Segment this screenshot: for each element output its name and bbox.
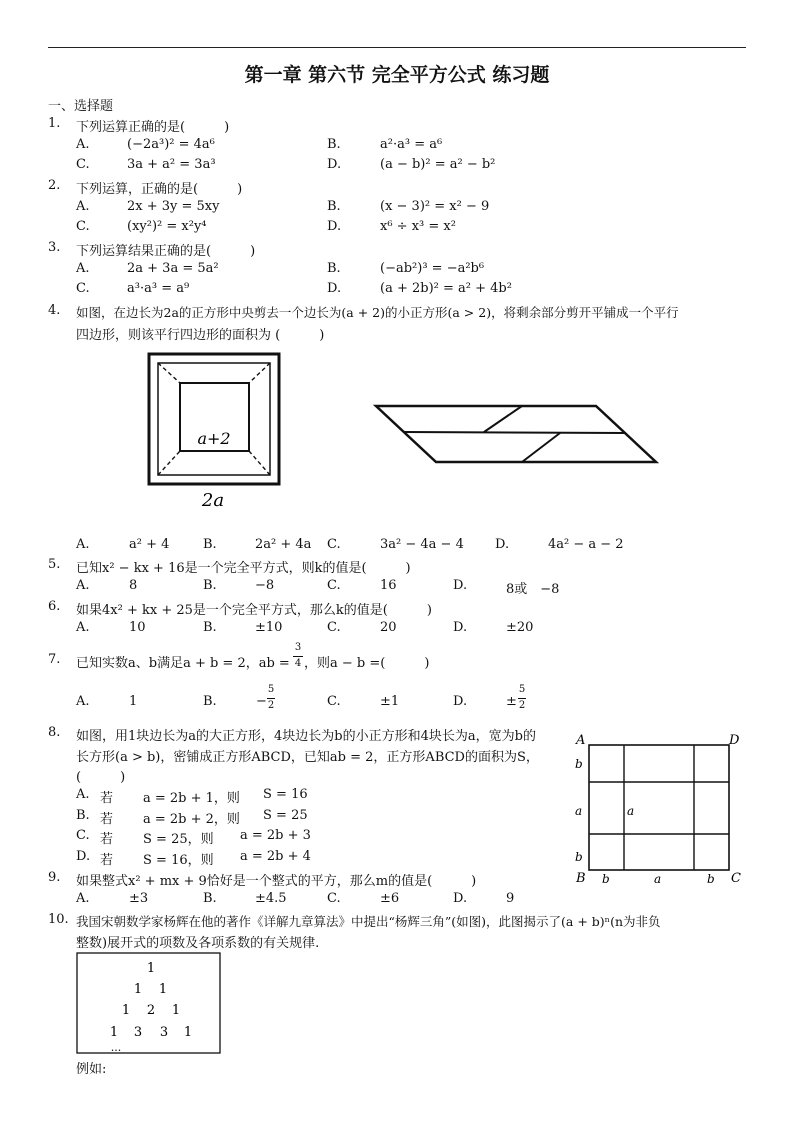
q6-option-c-label: C. (327, 620, 341, 635)
q4-parallelogram-figure (372, 400, 662, 470)
q3-option-b-label: B. (327, 261, 341, 276)
q8-tiling-figure (572, 730, 752, 890)
q3-option-d-label: D. (327, 281, 342, 296)
q6-option-a-label: A. (76, 620, 90, 635)
q2-option-b-label: B. (327, 199, 341, 214)
q8-option-d-result: a = 2b + 4 (240, 849, 311, 864)
q5-option-c-label: C. (327, 578, 341, 593)
q6-option-d: ±20 (506, 620, 534, 635)
q8-number: 8. (48, 725, 61, 740)
q9-option-d-label: D. (453, 891, 468, 906)
q8-option-a-result: S = 16 (263, 787, 308, 802)
q5-stem: 已知x² − kx + 16是一个完全平方式，则k的值是( ) (76, 561, 411, 576)
section-heading: 一、选择题 (48, 99, 114, 114)
q7-option-b-label: B. (203, 694, 217, 709)
q1-option-a-label: A. (76, 137, 90, 152)
svg-text:1: 1 (109, 1025, 119, 1040)
vertex-b: B (576, 871, 586, 886)
q9-option-a-label: A. (76, 891, 90, 906)
q2-option-c-label: C. (76, 219, 90, 234)
q1-option-d-label: D. (327, 157, 342, 172)
q8-stem-line2: 长方形(a > b)，密铺成正方形ABCD，已知ab = 2，正方形ABCD的面积为S， (76, 750, 539, 765)
q7-option-d-den: 2 (518, 700, 526, 711)
q7-number: 7. (48, 652, 61, 667)
q10-number: 10. (48, 912, 69, 927)
q5-option-b-label: B. (203, 578, 217, 593)
q2-option-c: (xy²)² = x²y⁴ (127, 219, 207, 234)
q6-number: 6. (48, 599, 61, 614)
bottom-label-b1: b (602, 872, 610, 886)
svg-text:3: 3 (159, 1025, 169, 1040)
bottom-label-b2: b (707, 872, 715, 886)
q6-option-c: 20 (380, 620, 397, 635)
center-label-a: a (627, 804, 635, 818)
square-abcd (589, 745, 729, 870)
q8-option-d-cond: S = 16，则 (143, 853, 214, 868)
q9-number: 9. (48, 870, 61, 885)
svg-text:1: 1 (183, 1025, 193, 1040)
svg-text:1: 1 (121, 1003, 131, 1018)
q7-frac-num: 3 (294, 642, 302, 653)
q6-option-a: 10 (129, 620, 146, 635)
q3-option-a: 2a + 3a = 5a² (127, 261, 219, 276)
svg-text:1: 1 (171, 1003, 181, 1018)
q5-number: 5. (48, 557, 61, 572)
q7-stem-b: ，则a − b =( ) (304, 656, 430, 671)
q8-option-c-cond: S = 25，则 (143, 832, 214, 847)
q4-option-a-label: A. (76, 537, 90, 552)
q4-stem-line1: 如图，在边长为2a的正方形中央剪去一个边长为(a + 2)的小正方形(a > 2)，将剩余部分剪开平铺成一个平行 (76, 305, 679, 320)
svg-text:2: 2 (146, 1003, 156, 1018)
q8-option-a-label: A. (76, 787, 90, 802)
vertex-c: C (731, 871, 741, 886)
q2-option-d: x⁶ ÷ x³ = x² (380, 219, 456, 234)
q7-option-c-label: C. (327, 694, 341, 709)
q3-option-c: a³·a³ = a⁹ (127, 281, 190, 296)
q8-option-b-label: B. (76, 808, 90, 823)
q8-option-b-cond: a = 2b + 2，则 (143, 812, 240, 827)
q9-option-d: 9 (506, 891, 515, 906)
q4-option-b-label: B. (203, 537, 217, 552)
q7-option-a-label: A. (76, 694, 90, 709)
q7-option-a: 1 (129, 694, 138, 709)
q7-option-b-sign: − (256, 694, 267, 709)
q1-stem: 下列运算正确的是( ) (76, 120, 230, 135)
q3-option-d: (a + 2b)² = a² + 4b² (380, 281, 512, 296)
q1-option-d: (a − b)² = a² − b² (380, 157, 496, 172)
q3-number: 3. (48, 240, 61, 255)
bottom-label-a: a (654, 872, 662, 886)
q1-option-b: a²·a³ = a⁶ (380, 137, 443, 152)
q4-option-d-label: D. (495, 537, 510, 552)
q2-option-a-label: A. (76, 199, 90, 214)
q6-stem: 如果4x² + kx + 25是一个完全平方式，那么k的值是( ) (76, 603, 432, 618)
q2-stem: 下列运算，正确的是( ) (76, 182, 243, 197)
vertex-a: A (576, 733, 586, 748)
q9-option-c-label: C. (327, 891, 341, 906)
q2-option-a: 2x + 3y = 5xy (127, 199, 220, 214)
parallelogram (376, 406, 656, 462)
side-label-b1: b (575, 757, 583, 771)
q1-option-c-label: C. (76, 157, 90, 172)
q1-number: 1. (48, 116, 61, 131)
q8-stem-line1: 如图，用1块边长为a的大正方形，4块边长为b的小正方形和4块长为a，宽为b的 (76, 729, 536, 744)
q10-example: 例如: (76, 1062, 107, 1077)
q1-option-a: (−2a³)² = 4a⁶ (127, 137, 215, 152)
q7-frac-den: 4 (294, 658, 302, 669)
cut-lines (158, 363, 270, 475)
svg-text:1: 1 (158, 982, 168, 997)
q5-option-d: 8或 −8 (506, 582, 560, 597)
side-label-a1: a (575, 804, 583, 818)
q8-stem-line3: ( ) (76, 770, 126, 785)
q7-option-c: ±1 (380, 694, 400, 709)
outer-label: 2a (201, 490, 225, 511)
q7-option-d-sign: ± (506, 694, 517, 709)
yang-hui-triangle (76, 952, 222, 1056)
q7-option-d-num: 5 (518, 684, 526, 695)
q6-option-d-label: D. (453, 620, 468, 635)
q4-number: 4. (48, 303, 61, 318)
q2-option-b: (x − 3)² = x² − 9 (380, 199, 490, 214)
q9-option-c: ±6 (380, 891, 400, 906)
q4-option-c-label: C. (327, 537, 341, 552)
inner-label: a+2 (197, 429, 231, 448)
q9-option-b: ±4.5 (255, 891, 287, 906)
q3-option-c-label: C. (76, 281, 90, 296)
q9-option-b-label: B. (203, 891, 217, 906)
q8-option-d-label: D. (76, 849, 91, 864)
q7-stem-a: 已知实数a、b满足a + b = 2，ab = (76, 656, 290, 671)
q8-option-c-label: C. (76, 828, 90, 843)
q9-stem: 如果整式x² + mx + 9恰好是一个整式的平方，那么m的值是( ) (76, 874, 477, 889)
side-label-b2: b (575, 850, 583, 864)
q3-stem: 下列运算结果正确的是( ) (76, 244, 256, 259)
q4-option-b: 2a² + 4a (255, 537, 312, 552)
q2-number: 2. (48, 178, 61, 193)
q9-option-a: ±3 (129, 891, 149, 906)
q5-option-c: 16 (380, 578, 397, 593)
q4-stem-line2: 四边形，则该平行四边形的面积为 ( ) (76, 328, 325, 343)
q8-option-b-result: S = 25 (263, 808, 308, 823)
q6-option-b: ±10 (255, 620, 283, 635)
svg-text:1: 1 (133, 982, 143, 997)
q4-option-d: 4a² − a − 2 (548, 537, 624, 552)
page-title: 第一章 第六节 完全平方公式 练习题 (244, 64, 550, 86)
q5-option-a: 8 (129, 578, 138, 593)
q4-square-figure (140, 345, 290, 520)
vertex-d: D (729, 733, 740, 748)
q10-stem-line1: 我国宋朝数学家杨辉在他的著作《详解九章算法》中提出“杨辉三角”(如图)，此图揭示了(a + b)ⁿ(n为非负 (76, 914, 661, 929)
q7-frac-bar (293, 656, 303, 657)
svg-text:1: 1 (146, 961, 156, 976)
header-rule (48, 47, 746, 48)
q7-option-b-num: 5 (267, 684, 275, 695)
q7-option-d-label: D. (453, 694, 468, 709)
q1-option-c: 3a + a² = 3a³ (127, 157, 216, 172)
q8-option-a-cond: a = 2b + 1，则 (143, 791, 240, 806)
middle-line (404, 432, 626, 433)
q3-option-a-label: A. (76, 261, 90, 276)
q5-option-d-label: D. (453, 578, 468, 593)
q3-option-b: (−ab²)³ = −a²b⁶ (380, 261, 485, 276)
q1-option-b-label: B. (327, 137, 341, 152)
q8-option-c-result: a = 2b + 3 (240, 828, 311, 843)
q5-option-a-label: A. (76, 578, 90, 593)
q5-option-b: −8 (255, 578, 275, 593)
q4-option-a: a² + 4 (129, 537, 170, 552)
q2-option-d-label: D. (327, 219, 342, 234)
svg-text:...: ... (110, 1041, 122, 1054)
q10-stem-line2: 整数)展开式的项数及各项系数的有关规律. (76, 936, 320, 951)
q7-option-b-den: 2 (267, 700, 275, 711)
q6-option-b-label: B. (203, 620, 217, 635)
q4-option-c: 3a² − 4a − 4 (380, 537, 464, 552)
svg-text:3: 3 (133, 1025, 143, 1040)
